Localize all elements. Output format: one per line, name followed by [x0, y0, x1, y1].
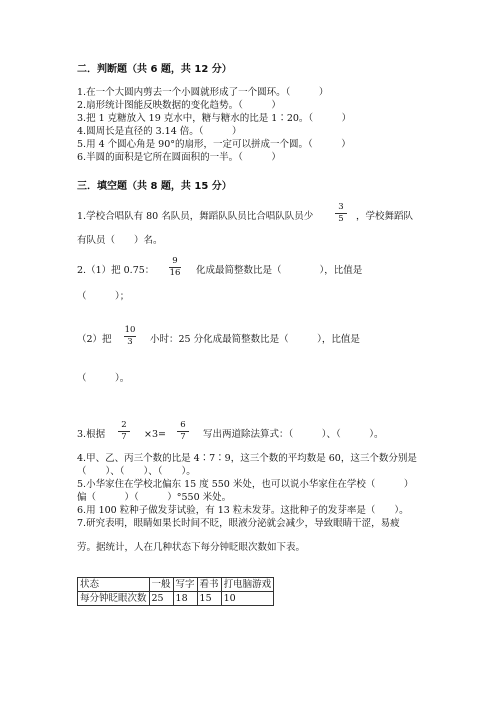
q3-fraction-1-numerator: 2	[121, 420, 127, 430]
table-cell: 25	[149, 592, 173, 606]
q2a-text-before: 2.（1）把 0.75：	[77, 265, 155, 276]
q2b-fraction	[122, 326, 138, 347]
q3-fraction-2	[175, 421, 191, 442]
table-cell: 18	[173, 592, 197, 606]
q3-text-mid: ×3=	[144, 429, 166, 440]
q3-text-before: 3.根据	[77, 429, 106, 440]
section-2-title: 二．判断题（共 6 题，共 12 分）	[77, 64, 232, 75]
table-row	[78, 592, 274, 606]
q6-text: 6.用 100 粒种子做发芽试验，有 13 粒未发芽。这批种子的发芽率是（ ）。	[77, 505, 409, 516]
q1-line2: 有队员（ ）名。	[77, 235, 163, 246]
q5-line1: 5.小华家住在学校北偏东 15 度 550 米处，也可以说小华家住在学校（ ）	[77, 479, 414, 490]
q7-line2: 劳。据统计，人在几种状态下每分钟眨眼次数如下表。	[77, 542, 306, 553]
judge-item-4: 4.圆周长是直径的 3.14 倍。（ ）	[77, 126, 242, 137]
q3-fraction-1-denominator: 7	[121, 432, 127, 442]
q3-fraction-2-numerator: 6	[180, 420, 186, 430]
q3-fraction-2-denominator: 7	[180, 432, 186, 442]
q2a-fraction-denominator: 16	[169, 268, 181, 278]
q2b-text-before: （2）把	[77, 334, 112, 345]
table-header-cell: 写字	[173, 578, 197, 592]
q2a-fraction	[167, 257, 183, 278]
section-3-title: 三．填空题（共 8 题，共 15 分）	[77, 181, 232, 192]
q2b-line2: （ ）。	[77, 373, 130, 384]
q2b-fraction-denominator: 3	[127, 337, 133, 347]
q1-text-before: 1.学校合唱队有 80 名队员，舞蹈队队员比合唱队队员少	[77, 211, 314, 222]
q3-text-after: 写出两道除法算式：（ ）、（ ）。	[203, 429, 384, 440]
q1-fraction	[333, 203, 349, 224]
table-cell: 15	[197, 592, 221, 606]
q7-line1: 7.研究表明，眼睛如果长时间不眨，眼液分泌就会减少，导致眼睛干涩，易疲	[77, 518, 400, 529]
judge-item-6: 6.半圆的面积是它所在圆面积的一半。（ ）	[77, 152, 281, 163]
table-header-row	[78, 578, 274, 592]
blink-table	[77, 577, 274, 606]
q3-fraction-1	[116, 421, 132, 442]
table-header-cell: 一般	[149, 578, 173, 592]
judge-item-3: 3.把 1 克糖放入 19 克水中，糖与糖水的比是 1∶20。（ ）	[77, 113, 352, 124]
q2b-text-after: 小时：25 分化成最简整数比是（ ），比值是	[150, 334, 360, 345]
q4-line2: （ ）、（ ）、（ ）。	[77, 466, 196, 477]
q4-line1: 4.甲、乙、丙三个数的比是 4∶7∶9，这三个数的平均数是 60，这三个数分别是	[77, 453, 417, 464]
judge-item-1: 1.在一个大圆内剪去一个小圆就形成了一个圆环。（ ）	[77, 87, 329, 98]
q1-fraction-denominator: 5	[338, 214, 344, 224]
table-header-cell: 打电脑游戏	[221, 578, 274, 592]
q2a-line2: （ ）；	[77, 291, 130, 302]
judge-item-5: 5.用 4 个圆心角是 90°的扇形，一定可以拼成一个圆。（ ）	[77, 139, 351, 150]
table-header-cell: 状态	[78, 578, 150, 592]
q5-line2: 偏（ ）（ ）°550 米处。	[77, 492, 232, 503]
q2a-text-after: 化成最简整数比是（ ），比值是	[196, 265, 363, 276]
q2b-fraction-numerator: 10	[124, 325, 136, 335]
judge-item-2: 2.扇形统计图能反映数据的变化趋势。（ ）	[77, 100, 281, 111]
table-cell: 每分钟眨眼次数	[78, 592, 150, 606]
q1-text-after: ，学校舞蹈队	[356, 211, 414, 222]
table-header-cell: 看书	[197, 578, 221, 592]
q1-fraction-numerator: 3	[338, 202, 344, 212]
table-cell: 10	[221, 592, 274, 606]
q2a-fraction-numerator: 9	[172, 256, 178, 266]
